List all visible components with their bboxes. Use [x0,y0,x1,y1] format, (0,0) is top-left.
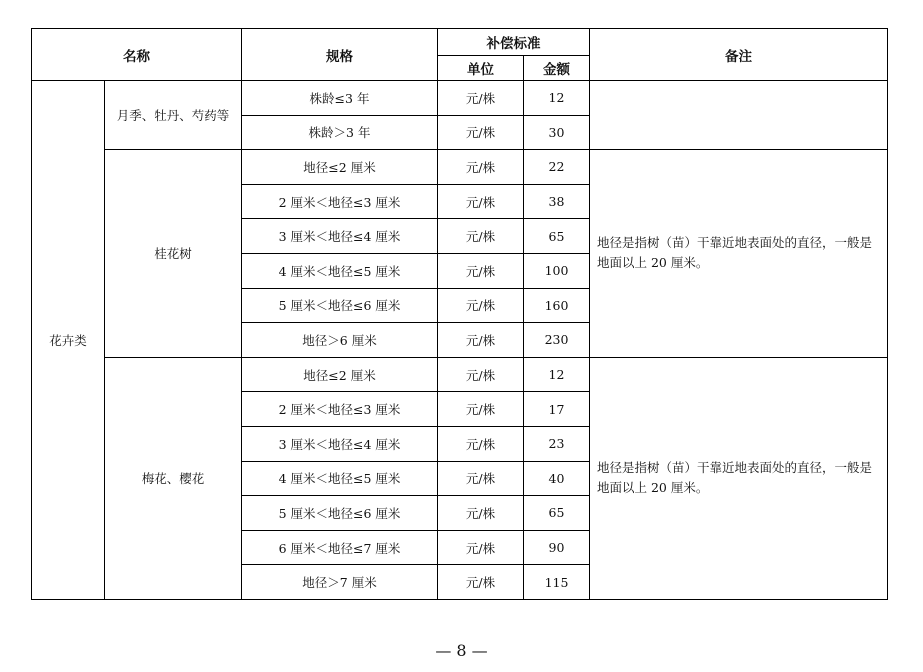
amount-cell: 38 [524,184,590,219]
group-name-cell: 月季、牡丹、芍药等 [105,81,242,150]
spec-cell: 地径≤2 厘米 [242,150,438,185]
spec-cell: 地径≤2 厘米 [242,357,438,392]
amount-cell: 12 [524,357,590,392]
group-name-cell: 桂花树 [105,150,242,358]
spec-cell: 地径＞6 厘米 [242,323,438,358]
amount-cell: 65 [524,219,590,254]
spec-cell: 3 厘米＜地径≤4 厘米 [242,426,438,461]
unit-cell: 元/株 [438,288,524,323]
unit-cell: 元/株 [438,461,524,496]
spec-cell: 2 厘米＜地径≤3 厘米 [242,392,438,427]
amount-cell: 160 [524,288,590,323]
unit-cell: 元/株 [438,81,524,116]
spec-cell: 6 厘米＜地径≤7 厘米 [242,530,438,565]
unit-cell: 元/株 [438,219,524,254]
spec-cell: 2 厘米＜地径≤3 厘米 [242,184,438,219]
unit-cell: 元/株 [438,565,524,600]
unit-cell: 元/株 [438,184,524,219]
spec-cell: 株龄＞3 年 [242,115,438,150]
spec-cell: 地径＞7 厘米 [242,565,438,600]
table-header [32,29,888,81]
header-amount: 金额 [524,56,590,81]
spec-cell: 4 厘米＜地径≤5 厘米 [242,461,438,496]
header-spec: 规格 [242,29,438,81]
unit-cell: 元/株 [438,392,524,427]
amount-cell: 65 [524,496,590,531]
remark-cell [590,81,888,150]
amount-cell: 230 [524,323,590,358]
page-number: — 8 — [435,641,488,660]
unit-cell: 元/株 [438,357,524,392]
unit-cell: 元/株 [438,530,524,565]
spec-cell: 5 厘米＜地径≤6 厘米 [242,288,438,323]
amount-cell: 90 [524,530,590,565]
amount-cell: 17 [524,392,590,427]
header-unit: 单位 [438,56,524,81]
amount-cell: 22 [524,150,590,185]
header-name: 名称 [32,29,242,81]
table-body [32,81,888,600]
group-name-cell: 梅花、樱花 [105,357,242,599]
unit-cell: 元/株 [438,150,524,185]
unit-cell: 元/株 [438,496,524,531]
table-row [32,150,888,185]
amount-cell: 30 [524,115,590,150]
remark-cell: 地径是指树（苗）干靠近地表面处的直径，一般是地面以上 20 厘米。 [590,357,888,599]
amount-cell: 12 [524,81,590,116]
unit-cell: 元/株 [438,323,524,358]
spec-cell: 3 厘米＜地径≤4 厘米 [242,219,438,254]
compensation-table [31,28,888,600]
table-row [32,357,888,392]
amount-cell: 40 [524,461,590,496]
header-remark: 备注 [590,29,888,81]
unit-cell: 元/株 [438,115,524,150]
table-row [32,81,888,116]
amount-cell: 23 [524,426,590,461]
header-standard: 补偿标准 [438,29,590,56]
spec-cell: 4 厘米＜地径≤5 厘米 [242,253,438,288]
category-cell: 花卉类 [32,81,105,600]
unit-cell: 元/株 [438,253,524,288]
spec-cell: 5 厘米＜地径≤6 厘米 [242,496,438,531]
remark-cell: 地径是指树（苗）干靠近地表面处的直径，一般是地面以上 20 厘米。 [590,150,888,358]
unit-cell: 元/株 [438,426,524,461]
amount-cell: 100 [524,253,590,288]
amount-cell: 115 [524,565,590,600]
spec-cell: 株龄≤3 年 [242,81,438,116]
